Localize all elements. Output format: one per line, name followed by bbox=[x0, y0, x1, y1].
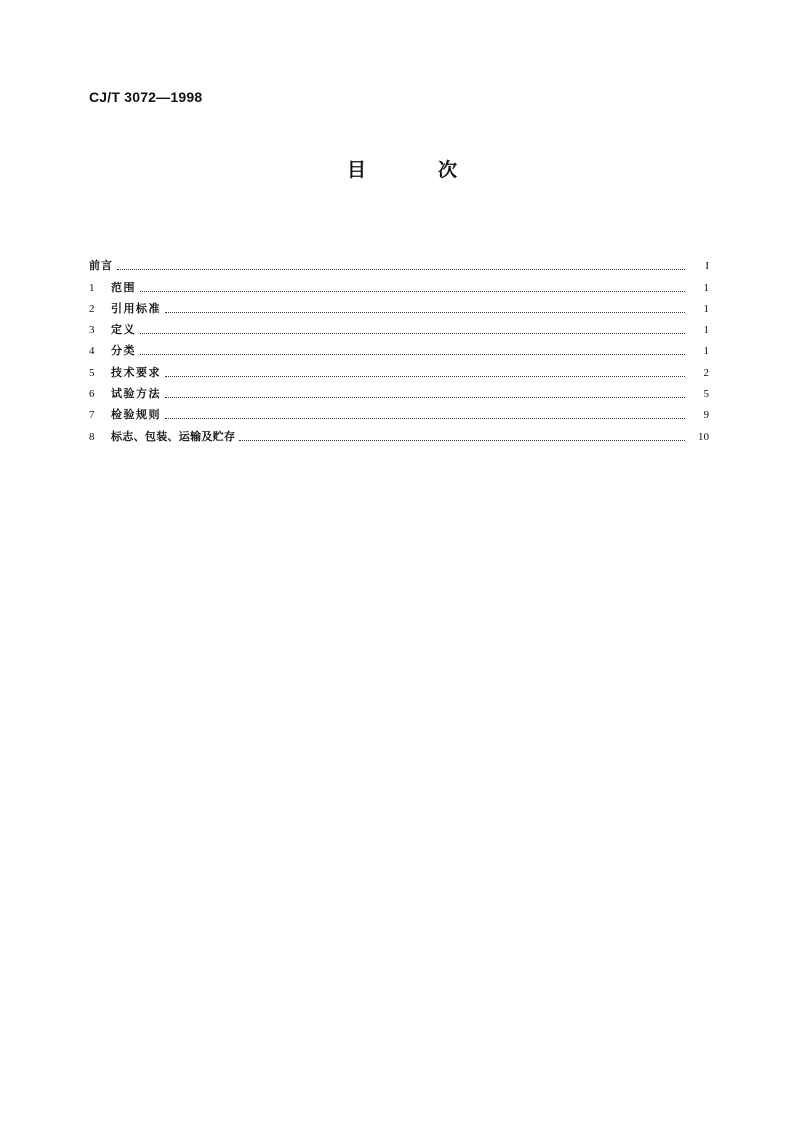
toc-entry-page: 9 bbox=[703, 409, 709, 422]
toc-entry-number: 8 bbox=[89, 430, 95, 443]
toc-entry-page: 1 bbox=[703, 302, 709, 315]
toc-entry-page: 1 bbox=[703, 345, 709, 358]
toc-entry-page: 5 bbox=[703, 388, 709, 401]
toc-dot-leader bbox=[140, 354, 685, 355]
toc-entry[interactable] bbox=[89, 273, 709, 294]
toc-entry[interactable] bbox=[89, 252, 709, 273]
toc-entry-number: 5 bbox=[89, 366, 95, 379]
toc-dot-leader bbox=[117, 269, 685, 270]
toc-heading bbox=[347, 155, 457, 182]
toc-entry-number: 2 bbox=[89, 302, 95, 315]
toc-entry-page: 10 bbox=[698, 430, 709, 443]
toc-entry-number: 6 bbox=[89, 388, 95, 401]
toc-dot-leader bbox=[165, 397, 685, 398]
toc-dot-leader bbox=[165, 312, 685, 313]
toc-entry[interactable] bbox=[89, 401, 709, 422]
toc-entry-number: 7 bbox=[89, 409, 95, 422]
toc-entry-page: 1 bbox=[703, 281, 709, 294]
toc-dot-leader bbox=[165, 376, 685, 377]
toc-entry[interactable] bbox=[89, 295, 709, 316]
toc-entry-number: 4 bbox=[89, 345, 95, 358]
toc-entry-title: 范围 bbox=[111, 280, 136, 294]
toc-entry-title: 检验规则 bbox=[111, 408, 161, 422]
toc-entry[interactable] bbox=[89, 422, 709, 443]
toc-entry[interactable] bbox=[89, 380, 709, 401]
toc-heading-char-1: 目 bbox=[347, 159, 367, 181]
toc-entry-title: 引用标准 bbox=[111, 301, 161, 315]
toc-entry-title: 试验方法 bbox=[111, 387, 161, 401]
toc-entry-title: 前言 bbox=[89, 259, 113, 273]
toc-dot-leader bbox=[239, 440, 685, 441]
toc-entry-page: 2 bbox=[703, 366, 709, 379]
toc-entry-title: 标志、包装、运输及贮存 bbox=[111, 429, 236, 443]
toc-entry-page: 1 bbox=[703, 324, 709, 337]
toc-dot-leader bbox=[140, 333, 685, 334]
table-of-contents bbox=[89, 252, 709, 444]
toc-entry-number: 1 bbox=[89, 281, 95, 294]
toc-entry-page: I bbox=[705, 260, 709, 273]
toc-entry-title: 技术要求 bbox=[111, 365, 161, 379]
toc-entry[interactable] bbox=[89, 316, 709, 337]
toc-dot-leader bbox=[165, 418, 685, 419]
toc-dot-leader bbox=[140, 291, 685, 292]
toc-entry-title: 分类 bbox=[111, 344, 136, 358]
toc-entry[interactable] bbox=[89, 337, 709, 358]
toc-entry-title: 定义 bbox=[111, 323, 136, 337]
toc-heading-char-2: 次 bbox=[437, 159, 457, 181]
toc-entry[interactable] bbox=[89, 358, 709, 379]
toc-entry-number: 3 bbox=[89, 324, 95, 337]
standard-code: CJ/T 3072—1998 bbox=[89, 89, 203, 105]
